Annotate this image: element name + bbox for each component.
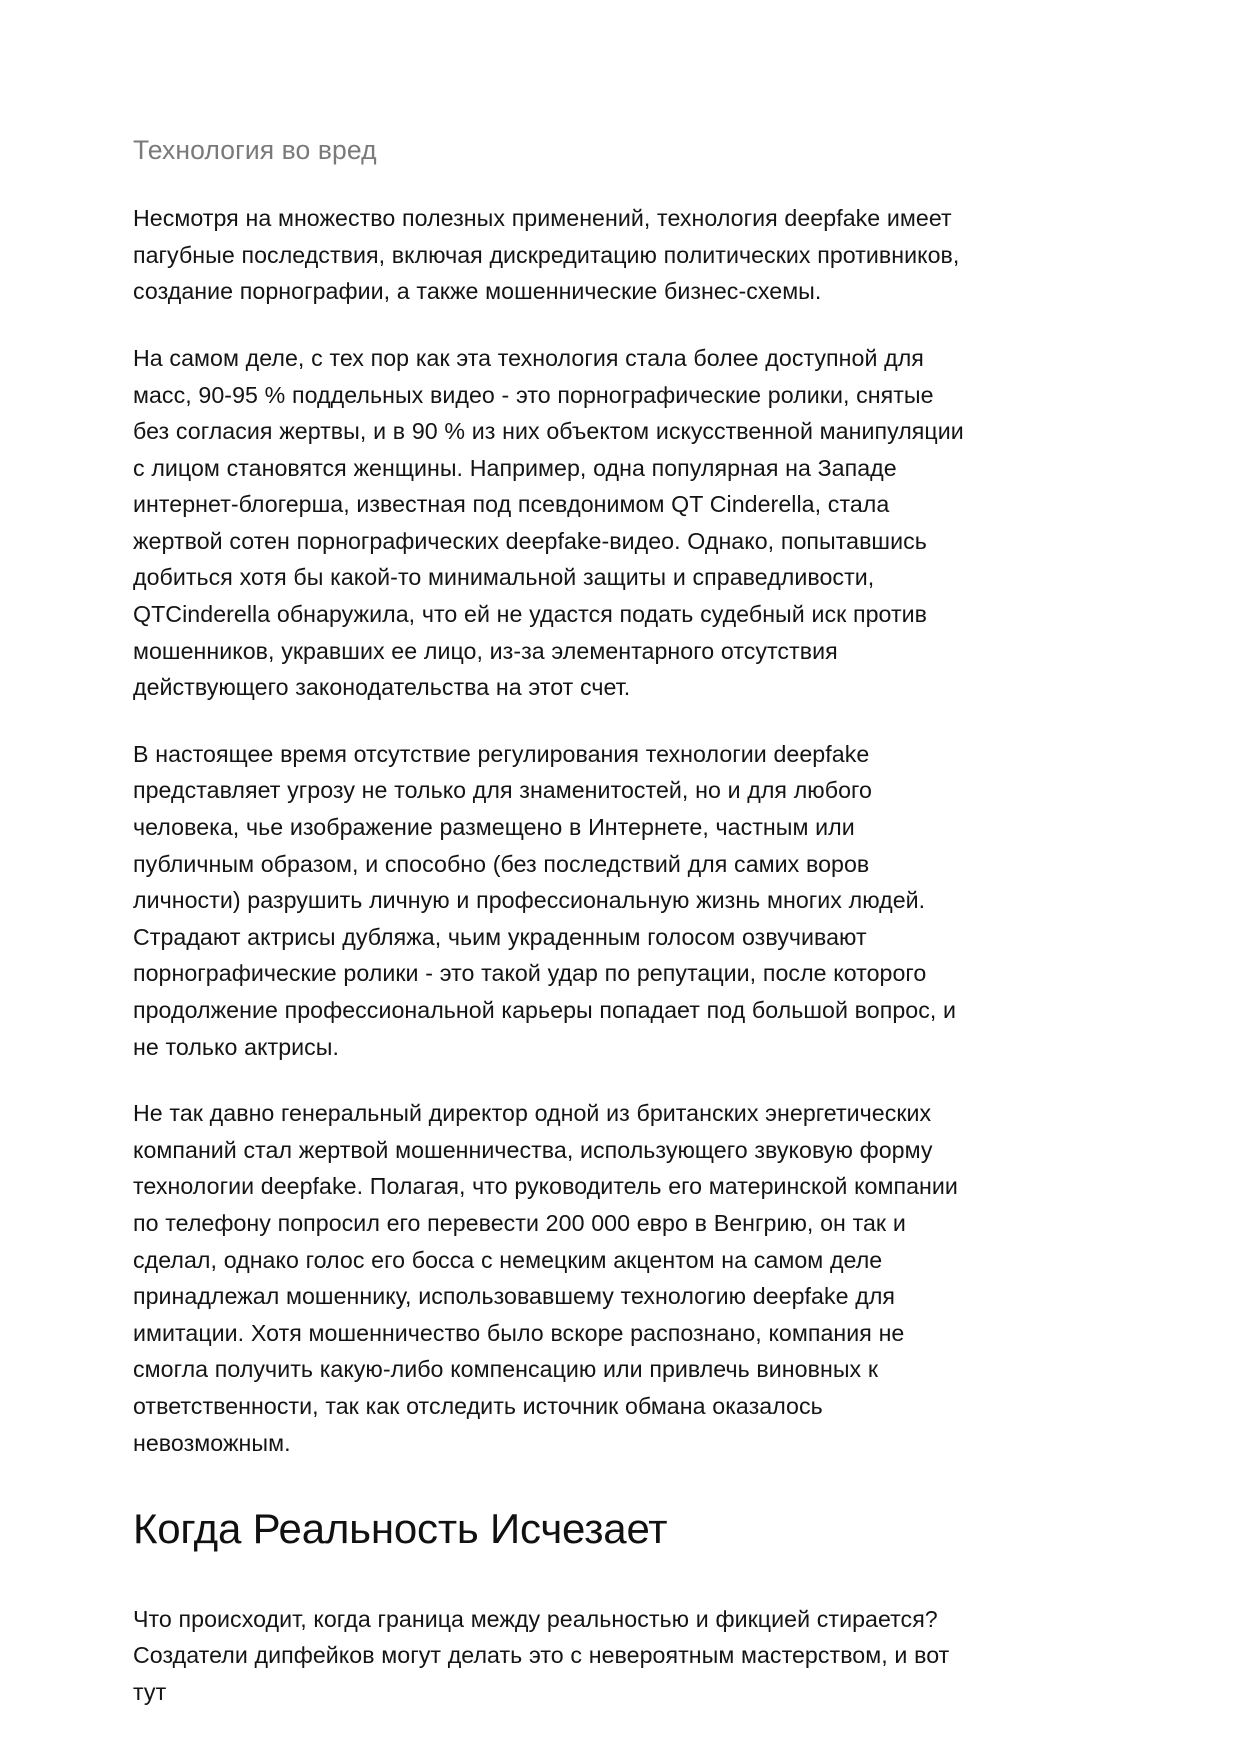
body-paragraph-4: Страдают актрисы дубляжа, чьим украденным голосом озвучивают порнографические ролики - это такой удар по репутации, после которого продолжение профессиональной карьеры попадает под большой вопрос, и не только актрисы. xyxy=(133,923,957,1060)
body-paragraph-2: На самом деле, с тех пор как эта технология стала более доступной для масс, 90-95 % поддельных видео - это порнографические ролики, снятые без согласия жертвы, и в 90 % из них объектом искусственной манипуляции с лицом становятся женщины. Например, одна популярная на Западе интернет-блогерша, известная под псевдонимом QT Cinderella, стала жертвой сотен порнографических deepfake-видео. Однако, попытавшись добиться хотя бы какой-то минимальной защиты и справедливости, QTCinderella обнаружила, что ей не удастся подать судебный иск против мошенников, укравших ее лицо, из-за элементарного отсутствия действующего законодательства на этот счет. xyxy=(133,344,964,701)
body-paragraph-1: Несмотря на множество полезных применений, технология deepfake имеет пагубные последствия, включая дискредитацию политических противников, создание порнографии, а также мошеннические бизнес-схемы. xyxy=(133,205,960,305)
document-content-column xyxy=(133,0,973,1710)
chapter-heading: Когда Реальность Исчезает xyxy=(133,1505,668,1553)
section-title: Технология во вред xyxy=(133,135,377,165)
body-paragraph-5: Не так давно генеральный директор одной из британских энергетических компаний стал жертвой мошенничества, использующего звуковую форму технологии deepfake. Полагая, что руководитель его материнской компании по телефону попросил его перевести 200 000 евро в Венгрию, он так и сделал, однако голос его босса с немецким акцентом на самом деле принадлежал мошеннику, использовавшему технологию deepfake для имитации. Хотя мошенничество было вскоре распознано, компания не смогла получить какую-либо компенсацию или привлечь виновных к ответственности, так как отследить источник обмана оказалось невозможным. xyxy=(133,1100,958,1456)
closing-paragraph: Что происходит, когда граница между реальностью и фикцией стирается? Создатели дипфейков могут делать это с невероятным мастерством, и вот тут xyxy=(133,1605,950,1705)
body-paragraph-3: В настоящее время отсутствие регулирования технологии deepfake представляет угрозу не только для знаменитостей, но и для любого человека, чье изображение размещено в Интернете, частным или публичным образом, и способно (без последствий для самих воров личности) разрушить личную и профессиональную жизнь многих людей. xyxy=(133,740,926,914)
